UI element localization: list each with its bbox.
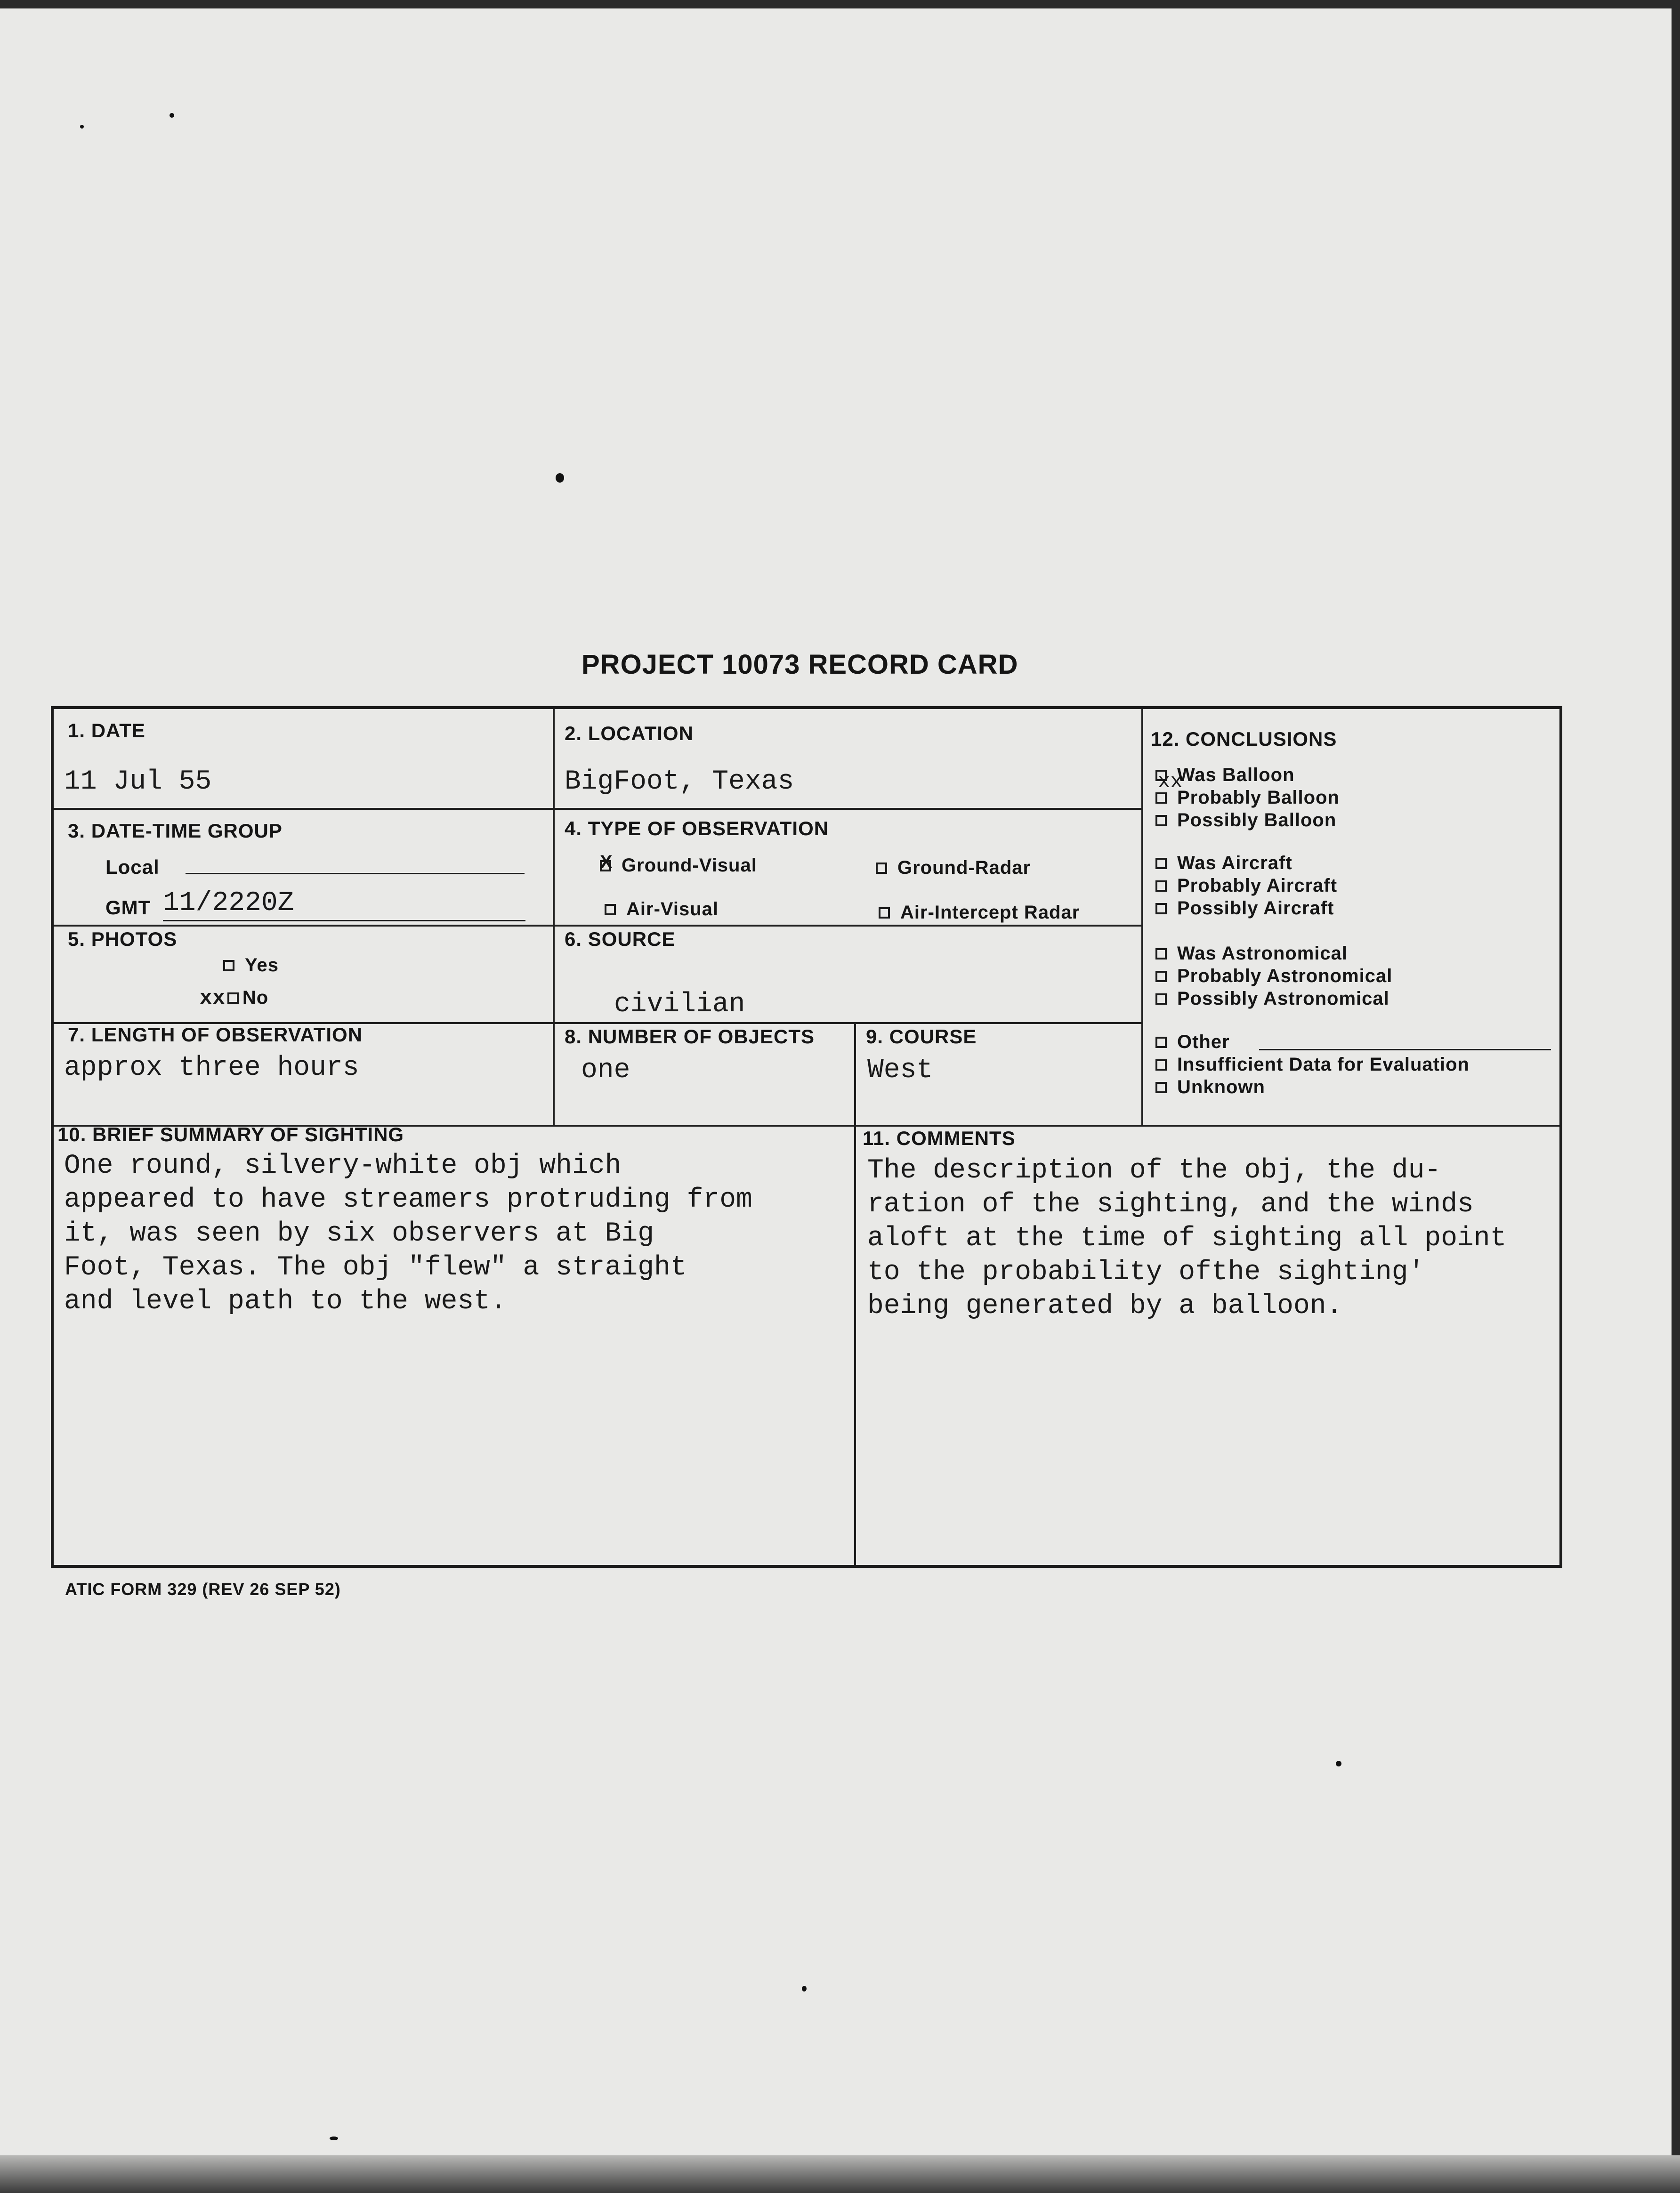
- conclusion-probably-astronomical[interactable]: Probably Astronomical: [1155, 966, 1392, 988]
- divider: [854, 1022, 856, 1125]
- checkbox-icon[interactable]: [1155, 948, 1167, 959]
- checkbox-icon[interactable]: [1155, 1059, 1167, 1071]
- checkbox-icon[interactable]: [1155, 1037, 1167, 1048]
- checkbox-icon[interactable]: [1155, 858, 1167, 869]
- location-value: BigFoot, Texas: [565, 766, 794, 797]
- summary-line: appeared to have streamers protruding from: [64, 1185, 752, 1215]
- comments-text: [867, 1154, 1506, 1323]
- scan-speck: [80, 125, 84, 129]
- divider: [1141, 709, 1143, 1125]
- scan-speck: [1336, 1761, 1341, 1766]
- divider: [54, 808, 1141, 810]
- conclusion-was-astronomical[interactable]: Was Astronomical: [1155, 943, 1392, 966]
- checkbox-icon[interactable]: [1155, 971, 1167, 982]
- source-label: 6. SOURCE: [565, 928, 676, 950]
- conclusions-group-aircraft: [1155, 853, 1337, 920]
- type-of-observation-label: 4. TYPE OF OBSERVATION: [565, 817, 829, 839]
- course-value: West: [867, 1055, 933, 1086]
- checkbox-icon[interactable]: [1155, 770, 1167, 781]
- length-of-observation-value: approx three hours: [64, 1053, 359, 1083]
- summary-label: 10. BRIEF SUMMARY OF SIGHTING: [57, 1123, 404, 1145]
- checkbox-icon[interactable]: [1155, 903, 1167, 914]
- comments-line: The description of the obj, the du-: [867, 1155, 1441, 1186]
- length-of-observation-label: 7. LENGTH OF OBSERVATION: [68, 1024, 363, 1046]
- scan-speck: [802, 1986, 807, 1991]
- local-underline: [186, 873, 525, 874]
- scan-border-bottom: [0, 2155, 1680, 2193]
- date-value: 11 Jul 55: [64, 766, 212, 797]
- date-label: 1. DATE: [68, 719, 145, 742]
- card-title: PROJECT 10073 RECORD CARD: [582, 649, 1018, 680]
- location-label: 2. LOCATION: [565, 722, 694, 744]
- divider: [854, 1125, 856, 1565]
- scan-speck: [556, 473, 564, 483]
- conclusion-was-balloon[interactable]: Was Balloon: [1155, 765, 1340, 787]
- checkbox-checked-icon[interactable]: [600, 852, 613, 872]
- conclusion-possibly-aircraft[interactable]: Possibly Aircraft: [1155, 898, 1337, 920]
- checkbox-icon[interactable]: [876, 863, 887, 874]
- conclusion-other[interactable]: Other: [1155, 1032, 1470, 1054]
- gmt-underline: [163, 920, 525, 921]
- checkbox-icon[interactable]: [1155, 880, 1167, 892]
- summary-text: [64, 1149, 752, 1319]
- summary-line: it, was seen by six observers at Big: [64, 1218, 654, 1249]
- scan-border-top: [0, 0, 1680, 8]
- gmt-value: 11/2220Z: [163, 888, 294, 919]
- photos-label: 5. PHOTOS: [68, 928, 178, 950]
- photos-no-option[interactable]: xx No: [200, 987, 269, 1010]
- number-of-objects-value: one: [581, 1055, 630, 1086]
- conclusion-probably-aircraft[interactable]: Probably Aircraft: [1155, 875, 1337, 898]
- checkbox-icon[interactable]: [1155, 792, 1167, 804]
- conclusion-insufficient-data[interactable]: Insufficient Data for Evaluation: [1155, 1054, 1470, 1077]
- conclusions-label: 12. CONCLUSIONS: [1151, 728, 1337, 750]
- photos-no-mark: xx: [200, 987, 226, 1010]
- checkbox-icon[interactable]: [605, 904, 616, 915]
- conclusion-unknown[interactable]: Unknown: [1155, 1077, 1470, 1099]
- conclusion-was-aircraft[interactable]: Was Aircraft: [1155, 853, 1337, 875]
- check-mark: X: [600, 852, 613, 872]
- other-underline: [1259, 1049, 1551, 1050]
- form-footer: ATIC FORM 329 (REV 26 SEP 52): [65, 1580, 341, 1599]
- checkbox-icon[interactable]: [223, 960, 234, 971]
- checkbox-icon[interactable]: [1155, 1082, 1167, 1093]
- ground-visual-option[interactable]: X Ground-Visual: [600, 852, 757, 876]
- checkbox-icon[interactable]: [1155, 815, 1167, 826]
- checkbox-icon[interactable]: [879, 907, 890, 919]
- divider: [553, 709, 555, 1125]
- source-value: civilian: [614, 989, 745, 1020]
- comments-line: to the probability ofthe sighting': [867, 1257, 1425, 1288]
- comments-line: ration of the sighting, and the winds: [867, 1189, 1474, 1220]
- ground-radar-option[interactable]: Ground-Radar: [876, 857, 1031, 879]
- scan-border-right: [1672, 0, 1680, 2193]
- record-card: [51, 706, 1562, 1568]
- comments-label: 11. COMMENTS: [863, 1127, 1016, 1149]
- summary-line: Foot, Texas. The obj "flew" a straight: [64, 1252, 687, 1283]
- conclusion-possibly-astronomical[interactable]: Possibly Astronomical: [1155, 988, 1392, 1011]
- course-label: 9. COURSE: [866, 1025, 977, 1048]
- number-of-objects-label: 8. NUMBER OF OBJECTS: [565, 1025, 815, 1048]
- scan-speck: [330, 2137, 338, 2140]
- comments-line: aloft at the time of sighting all point: [867, 1223, 1507, 1254]
- comments-line: being generated by a balloon.: [867, 1291, 1343, 1322]
- local-label: Local: [105, 856, 160, 878]
- checkbox-icon[interactable]: [227, 992, 239, 1004]
- date-time-group-label: 3. DATE-TIME GROUP: [68, 820, 283, 842]
- conclusion-possibly-balloon[interactable]: Possibly Balloon: [1155, 810, 1340, 832]
- summary-line: and level path to the west.: [64, 1286, 507, 1317]
- air-intercept-radar-option[interactable]: Air-Intercept Radar: [879, 902, 1080, 923]
- conclusions-group-other: [1155, 1032, 1470, 1099]
- conclusion-probably-balloon[interactable]: Probably Balloon: [1155, 787, 1340, 810]
- conclusions-mark: xx: [1158, 770, 1183, 794]
- photos-yes-option[interactable]: Yes: [223, 955, 279, 976]
- divider: [54, 925, 1141, 927]
- checkbox-icon[interactable]: [1155, 993, 1167, 1005]
- gmt-label: GMT: [105, 896, 151, 919]
- air-visual-option[interactable]: Air-Visual: [605, 899, 719, 920]
- conclusions-group-balloon: [1155, 765, 1340, 832]
- conclusions-group-astronomical: [1155, 943, 1392, 1011]
- scan-speck: [170, 113, 174, 118]
- summary-line: One round, silvery-white obj which: [64, 1151, 622, 1181]
